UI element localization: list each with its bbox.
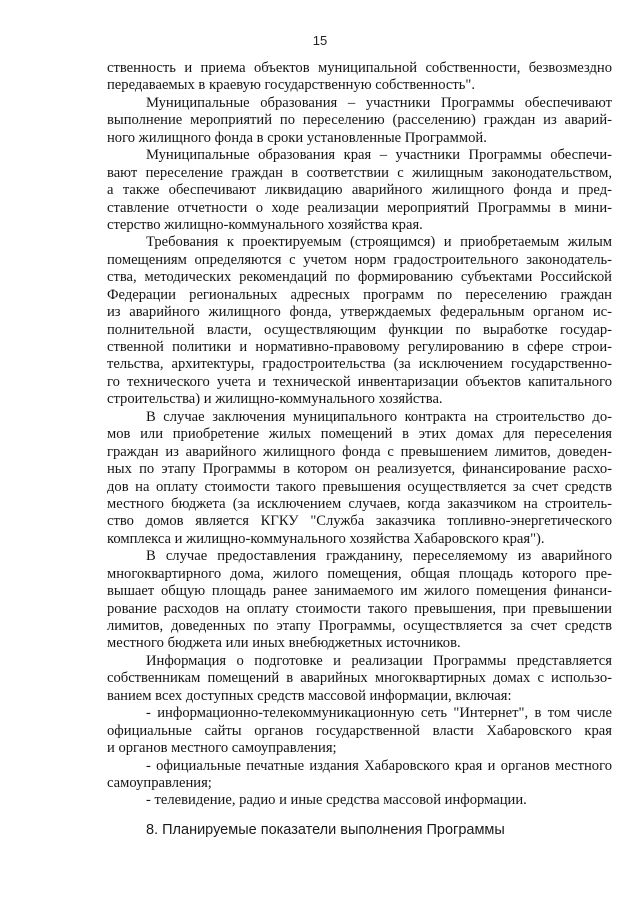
- text-line: дов на оплату стоимости такого превышения осуществляется за счет средств: [107, 478, 612, 495]
- text-line: а также обеспечивают ликвидацию аварийного жилищного фонда и пред-: [107, 182, 612, 199]
- text-line: стерство жилищно-коммунального хозяйства края.: [107, 216, 423, 233]
- text-line: Муниципальные образования края – участники Программы обеспечи-: [146, 147, 612, 164]
- paragraph: [107, 234, 612, 408]
- text-line: ванием всех доступных средств массовой информации, включая:: [107, 687, 512, 704]
- text-line: ных по этапу Программы в котором он реализуется, финансирование расхо-: [107, 461, 612, 478]
- text-line: Требования к проектируемым (строящимся) и приобретаемым жилым: [146, 234, 612, 251]
- text-line: собственникам помещений в аварийных многоквартирных домах с использо-: [107, 670, 612, 687]
- text-line: В случае заключения муниципального контракта на строительство до-: [146, 408, 612, 425]
- text-line: лимитов, доведенных по этапу Программы, осуществляется за счет средств: [107, 618, 612, 634]
- paragraph: [107, 792, 612, 809]
- body-text: [107, 60, 612, 810]
- paragraph: [107, 147, 612, 234]
- text-line: ставление отчетности о ходе реализации мероприятий Программы в мини-: [107, 199, 612, 216]
- paragraph: [107, 653, 612, 705]
- paragraph: [107, 95, 612, 147]
- text-line: Информация о подготовке и реализации Программы представляется: [146, 652, 612, 669]
- text-line: передаваемых в краевую государственную собственность".: [107, 77, 476, 94]
- text-line: строительства) и жилищно-коммунального хозяйства.: [107, 391, 443, 408]
- text-line: вают переселение граждан в соответствии с жилищным законодательством,: [107, 164, 612, 181]
- text-line: многоквартирного дома, жилого помещения, общая площадь которого пре-: [107, 565, 612, 582]
- text-line: В случае предоставления гражданину, переселяемому из аварийного: [146, 548, 612, 565]
- paragraph: [107, 409, 612, 549]
- text-line: тельства, архитектуры, градостроительства (за исключением государственно-: [107, 356, 612, 373]
- paragraph: [107, 548, 612, 653]
- text-line: местного бюджета (за исключением случаев, когда заказчиком на строитель-: [107, 495, 612, 512]
- text-line: Федерации региональных адресных программ по переселению граждан: [107, 286, 612, 303]
- section-heading: 8. Планируемые показатели выполнения Программы: [146, 822, 505, 838]
- text-line: выполнение мероприятий по переселению (расселению) граждан из аварий-: [107, 112, 612, 129]
- text-line: го технического учета и технической инвентаризации объектов капитального: [107, 373, 612, 390]
- text-line: - телевидение, радио и иные средства массовой информации.: [146, 792, 527, 809]
- text-line: рование расходов на оплату стоимости такого превышения, при превышении: [107, 600, 612, 617]
- text-line: ственной политики и нормативно-правовому регулированию в сфере строи-: [107, 339, 612, 355]
- text-line: и органов местного самоуправления;: [107, 740, 337, 757]
- text-line: помещениям определяются с учетом норм градостроительного законодатель-: [107, 251, 612, 268]
- text-line: вышает общую площадь ранее занимаемого им жилого помещения финанси-: [107, 583, 612, 600]
- text-line: официальные сайты органов государственной власти Хабаровского края: [107, 722, 612, 739]
- text-line: граждан из аварийного жилищного фонда с превышением лимитов, доведен-: [107, 443, 612, 460]
- text-line: ственность и приема объектов муниципальной собственности, безвозмездно: [107, 60, 612, 76]
- text-line: - официальные печатные издания Хабаровского края и органов местного: [146, 757, 612, 774]
- text-line: ство домов является КГКУ "Служба заказчика топливно-энергетического: [107, 513, 612, 530]
- text-line: ного жилищного фонда в сроки установленные Программой.: [107, 129, 487, 146]
- text-line: - информационно-телекоммуникационную сеть "Интернет", в том числе: [146, 705, 612, 722]
- text-line: Муниципальные образования – участники Программы обеспечивают: [146, 94, 612, 111]
- paragraph: [107, 60, 612, 95]
- page-number: 15: [312, 33, 328, 48]
- text-line: местного бюджета или иных внебюджетных источников.: [107, 635, 461, 652]
- paragraph: [107, 758, 612, 793]
- paragraph: [107, 705, 612, 757]
- text-line: мов или приобретение жилых помещений в этих домах для переселения: [107, 426, 612, 443]
- text-line: комплекса и жилищно-коммунального хозяйства Хабаровского края").: [107, 530, 545, 547]
- text-line: ства, методических рекомендаций по формированию субъектами Российской: [107, 269, 612, 286]
- text-line: из аварийного жилищного фонда, утверждаемых федеральным органом ис-: [107, 304, 612, 321]
- text-line: полнительной власти, осуществляющим функции по выработке государ-: [107, 321, 612, 338]
- text-line: самоуправления;: [107, 774, 212, 791]
